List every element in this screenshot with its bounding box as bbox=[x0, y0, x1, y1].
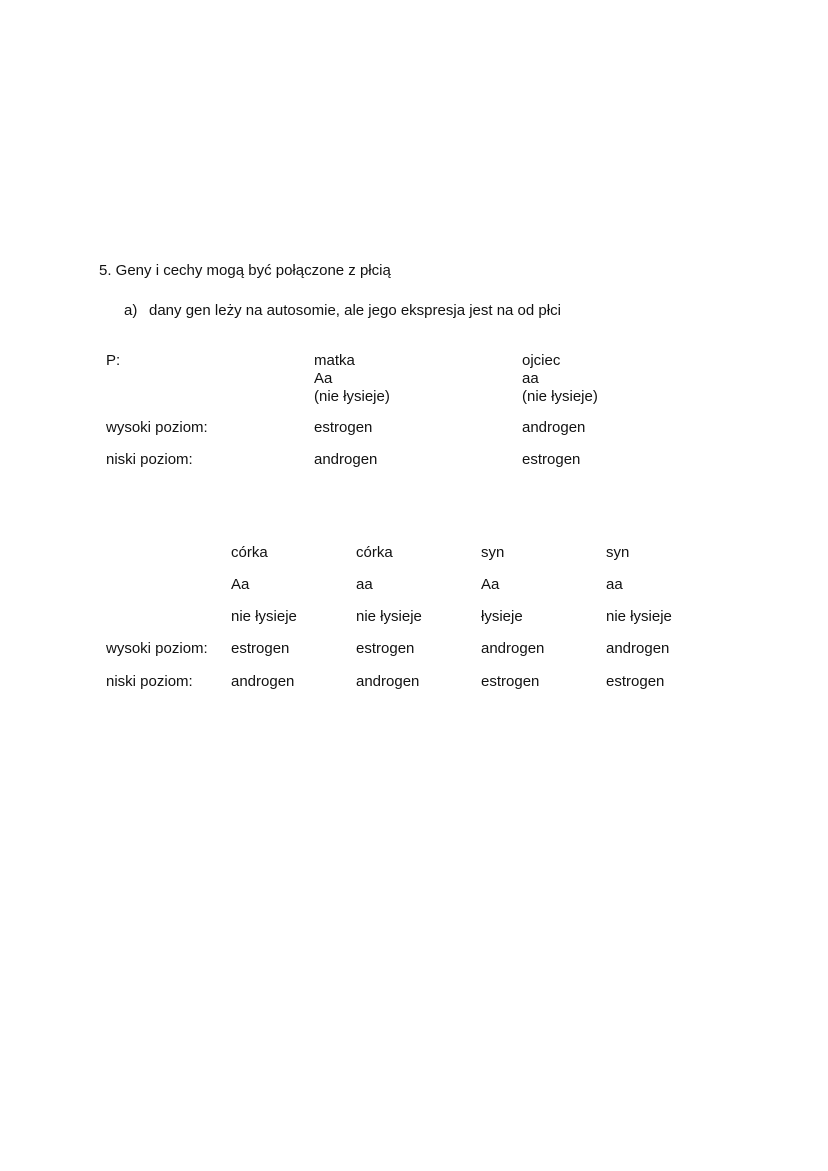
offspring-genotype: Aa bbox=[231, 576, 250, 593]
parents-low-label: niski poziom: bbox=[106, 451, 193, 468]
offspring-high-hormone: estrogen bbox=[356, 640, 415, 657]
father-genotype: aa bbox=[522, 370, 539, 387]
father-high-hormone: androgen bbox=[522, 419, 586, 436]
offspring-high-hormone: androgen bbox=[481, 640, 545, 657]
father-phenotype: (nie łysieje) bbox=[522, 388, 598, 405]
offspring-low-hormone: estrogen bbox=[481, 673, 540, 690]
offspring-high-label: wysoki poziom: bbox=[106, 640, 208, 657]
mother-low-hormone: androgen bbox=[314, 451, 378, 468]
offspring-low-label: niski poziom: bbox=[106, 673, 193, 690]
offspring-phenotype: łysieje bbox=[481, 608, 523, 625]
mother-phenotype: (nie łysieje) bbox=[314, 388, 390, 405]
offspring-label: syn bbox=[606, 544, 630, 561]
offspring-phenotype: nie łysieje bbox=[606, 608, 672, 625]
offspring-low-hormone: androgen bbox=[356, 673, 420, 690]
section-heading: 5. Geny i cechy mogą być połączone z płcią bbox=[99, 262, 391, 279]
offspring-high-hormone: androgen bbox=[606, 640, 670, 657]
offspring-label: córka bbox=[231, 544, 268, 561]
mother-genotype: Aa bbox=[314, 370, 333, 387]
offspring-low-hormone: androgen bbox=[231, 673, 295, 690]
offspring-low-hormone: estrogen bbox=[606, 673, 665, 690]
offspring-genotype: aa bbox=[606, 576, 623, 593]
father-low-hormone: estrogen bbox=[522, 451, 581, 468]
offspring-label: córka bbox=[356, 544, 393, 561]
mother-high-hormone: estrogen bbox=[314, 419, 373, 436]
offspring-phenotype: nie łysieje bbox=[356, 608, 422, 625]
offspring-high-hormone: estrogen bbox=[231, 640, 290, 657]
offspring-label: syn bbox=[481, 544, 505, 561]
parents-row-label: P: bbox=[106, 352, 121, 369]
list-item-marker: a) bbox=[124, 302, 138, 319]
mother-label: matka bbox=[314, 352, 355, 369]
offspring-genotype: aa bbox=[356, 576, 373, 593]
offspring-phenotype: nie łysieje bbox=[231, 608, 297, 625]
offspring-genotype: Aa bbox=[481, 576, 500, 593]
list-item-text: dany gen leży na autosomie, ale jego ekspresja jest na od płci bbox=[149, 302, 561, 319]
father-label: ojciec bbox=[522, 352, 561, 369]
parents-high-label: wysoki poziom: bbox=[106, 419, 208, 436]
